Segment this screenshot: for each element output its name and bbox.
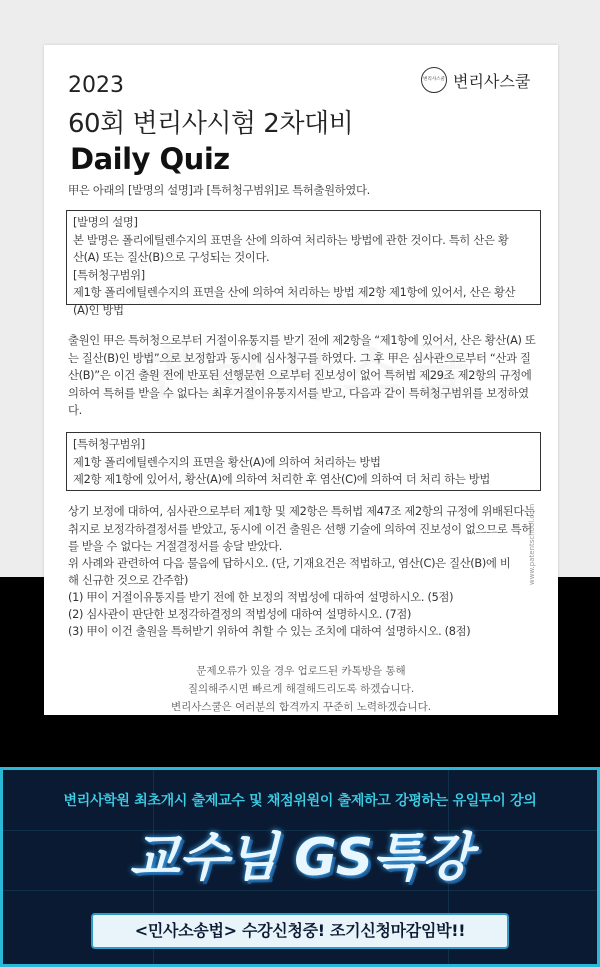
logo-mark-text: 변리사스쿨 <box>423 76 445 82</box>
decision-paragraph: 상기 보정에 대하여, 심사관으로부터 제1항 및 제2항은 특허법 제47조 제2항의 규정에 위배된다는 취지로 보정각하결정서를 받았고, 동시에 이건 출원은 선행 기술에 의하여 진보성이 없으므로 특허를 받을 수 없다는 거절결정서를 송달 받았다. <box>68 505 535 553</box>
banner-grid-line <box>3 890 597 891</box>
banner-subtitle: 변리사학원 최초개시 출제교수 및 채점위원이 출제하고 강평하는 유일무이 강의 <box>63 793 537 809</box>
banner-headline: 교수님 GS특강 <box>129 828 471 888</box>
page-title: 60회 변리사시험 2차대비 <box>68 109 354 139</box>
box-line: 산(A) 또는 질산(B)으로 구성되는 것이다. <box>73 251 270 265</box>
question-2: (2) 심사관이 판단한 보정각하결정의 적법성에 대하여 설명하시오. (7점) <box>68 608 412 621</box>
invention-box <box>66 210 541 317</box>
quiz-sheet <box>44 45 558 715</box>
side-url: www.patentschool.com <box>528 503 536 585</box>
intro-text: 甲은 아래의 [발명의 설명]과 [특허청구범위]로 특허출원하였다. <box>68 184 370 197</box>
logo-emblem-icon <box>421 67 447 93</box>
promo-banner[interactable] <box>0 767 600 967</box>
box-line: 제2항 제1항에 있어서, 황산(A)에 의하여 처리한 후 염산(C)에 의하여 더 처리 하는 방법 <box>73 473 491 487</box>
question-3: (3) 甲이 이건 출원을 특허받기 위하여 취할 수 있는 조치에 대하여 설명하시오. (8점) <box>68 625 471 638</box>
footer-line: 변리사스쿨은 여러분의 합격까지 꾸준히 노력하겠습니다. <box>170 701 432 713</box>
footer-notice <box>44 662 558 716</box>
brand-logo <box>421 67 530 93</box>
box-line: (A)인 방법 <box>73 303 124 317</box>
question-1: (1) 甲이 거절이유통지를 받기 전에 한 보정의 적법성에 대하여 설명하시오. (5점) <box>68 591 454 604</box>
box-line: [특허청구범위] <box>73 268 145 282</box>
box-line: 제1항 폴리에틸렌수지의 표면을 산에 의하여 처리하는 방법 제2항 제1항에 있어서, 산은 황산 <box>73 286 516 300</box>
box-line: [특허청구범위] <box>73 438 145 451</box>
box-line: 제1항 폴리에틸렌수지의 표면을 황산(A)에 의하여 처리하는 방법 <box>73 455 381 469</box>
exam-year: 2023 <box>68 73 124 98</box>
box-line: [발명의 설명] <box>73 216 138 229</box>
case-paragraph: 출원인 甲은 특허청으로부터 거절이유통지를 받기 전에 제2항을 “제1항에 있어서, 산은 황산(A) 또는 질산(B)인 방법”으로 보정함과 동시에 심사청구를 하였다. 그 후 甲은 심사관으로부터 “산과 질산(B)”은 이건 출원 전에 반포된 선행문헌 으로부터 진보성이 없어 특허법 제29조 제2항의 규정에 의하여 특허를 받을 수 없다는 최후거절이유통지서를 받고, 다음과 같이 특허청구범위를 보정하였다. <box>68 334 536 417</box>
instruction-line: 해 신규한 것으로 간주함) <box>68 574 189 587</box>
footer-line: 질의해주시면 빠르게 해결해드리도록 하겠습니다. <box>187 683 415 695</box>
footer-line: 문제오류가 있을 경우 업로드된 카톡방을 통해 <box>196 665 406 677</box>
banner-cta-button[interactable]: <민사소송법> 수강신청중! 조기신청마감임박!! <box>91 913 509 949</box>
box-line: 본 발명은 폴리에틸렌수지의 표면을 산에 의하여 처리하는 방법에 관한 것이다. 특히 산은 황 <box>73 233 509 247</box>
logo-text: 변리사스쿨 <box>453 71 531 91</box>
quiz-heading: Daily Quiz <box>70 142 230 176</box>
instruction-line: 위 사례와 관련하여 다음 물음에 답하시오. (단, 기재요건은 적법하고, 염산(C)은 질산(B)에 비 <box>68 557 511 570</box>
amended-claims-box <box>66 432 541 491</box>
